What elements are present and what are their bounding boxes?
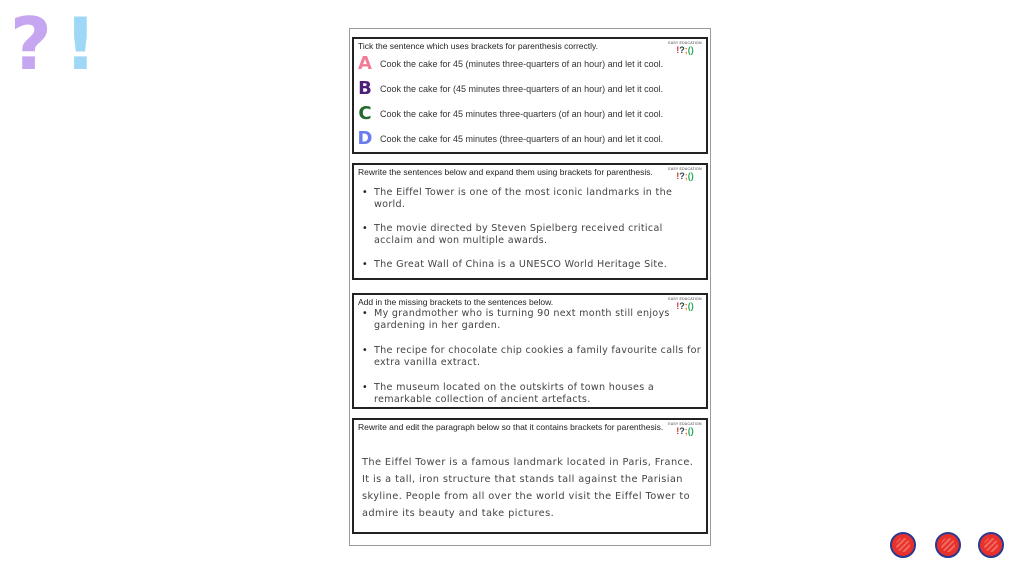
missing-brackets-box: [352, 293, 708, 409]
logo-tagline: EASY EDUCATION: [668, 41, 702, 45]
logo-marks: !?;(): [676, 301, 694, 311]
option-a-letter: A: [358, 53, 372, 74]
option-c-text: Cook the cake for 45 minutes three-quarters (of an hour) and let it cool.: [380, 109, 664, 119]
brand-logo: [667, 167, 703, 181]
logo-marks: !?;(): [676, 45, 694, 55]
logo-tagline: EASY EDUCATION: [668, 167, 702, 171]
option-b[interactable]: [357, 79, 663, 99]
option-a[interactable]: [357, 54, 663, 74]
edit-task-heading: Rewrite and edit the paragraph below so that it contains brackets for parenthesis.: [358, 422, 664, 432]
navigation-dots: [890, 532, 1010, 562]
nav-dot-2[interactable]: [935, 532, 961, 558]
worksheet: [349, 28, 711, 546]
edit-paragraph-box: [352, 418, 708, 534]
list-item: • My grandmother who is turning 90 next month still enjoys gardening in her garden.: [362, 308, 702, 332]
option-d-text: Cook the cake for 45 minutes (three-quarters of an hour) and let it cool.: [380, 134, 664, 144]
list-item: • The museum located on the outskirts of town houses a remarkable collection of ancient artefacts.: [362, 382, 702, 406]
option-b-letter: B: [358, 78, 372, 99]
logo-marks: !?;(): [676, 426, 694, 436]
option-c[interactable]: [357, 104, 663, 124]
brand-logo: [667, 41, 703, 55]
list-item: • The movie directed by Steven Spielberg received critical acclaim and won multiple awards.: [362, 223, 702, 247]
nav-dot-3[interactable]: [978, 532, 1004, 558]
option-d[interactable]: [357, 129, 663, 149]
list-item: • The Eiffel Tower is one of the most iconic landmarks in the world.: [362, 187, 702, 211]
expand-task-box: [352, 163, 708, 280]
logo-tagline: EASY EDUCATION: [668, 422, 702, 426]
list-item: • The Great Wall of China is a UNESCO World Heritage Site.: [362, 259, 702, 271]
nav-dot-1[interactable]: [890, 532, 916, 558]
logo-marks: !?;(): [676, 171, 694, 181]
tick-task-heading: Tick the sentence which uses brackets for parenthesis correctly.: [358, 41, 598, 51]
expand-task-heading: Rewrite the sentences below and expand them using brackets for parenthesis.: [358, 167, 653, 177]
question-mark-decoration: ?: [10, 2, 52, 86]
tick-task-box: [352, 37, 708, 154]
exclamation-mark-decoration: !: [64, 2, 97, 86]
option-d-letter: D: [357, 128, 373, 149]
missing-task-list: [362, 308, 702, 406]
option-b-text: Cook the cake for (45 minutes three-quarters of an hour) and let it cool.: [380, 84, 664, 94]
option-c-letter: C: [358, 103, 372, 124]
missing-task-heading: Add in the missing brackets to the sentences below.: [358, 297, 554, 307]
expand-task-list: [362, 187, 702, 271]
list-item: • The recipe for chocolate chip cookies a family favourite calls for extra vanilla extract.: [362, 345, 702, 369]
brand-logo: [667, 422, 703, 436]
logo-tagline: EASY EDUCATION: [668, 297, 702, 301]
option-a-text: Cook the cake for 45 (minutes three-quarters of an hour) and let it cool.: [380, 59, 664, 69]
edit-paragraph: The Eiffel Tower is a famous landmark located in Paris, France. It is a tall, iron structure that stands tall against the Parisian skyline. People from all over the world visit the Eiffel Tower to admire its beauty and take pictures.: [362, 457, 694, 519]
